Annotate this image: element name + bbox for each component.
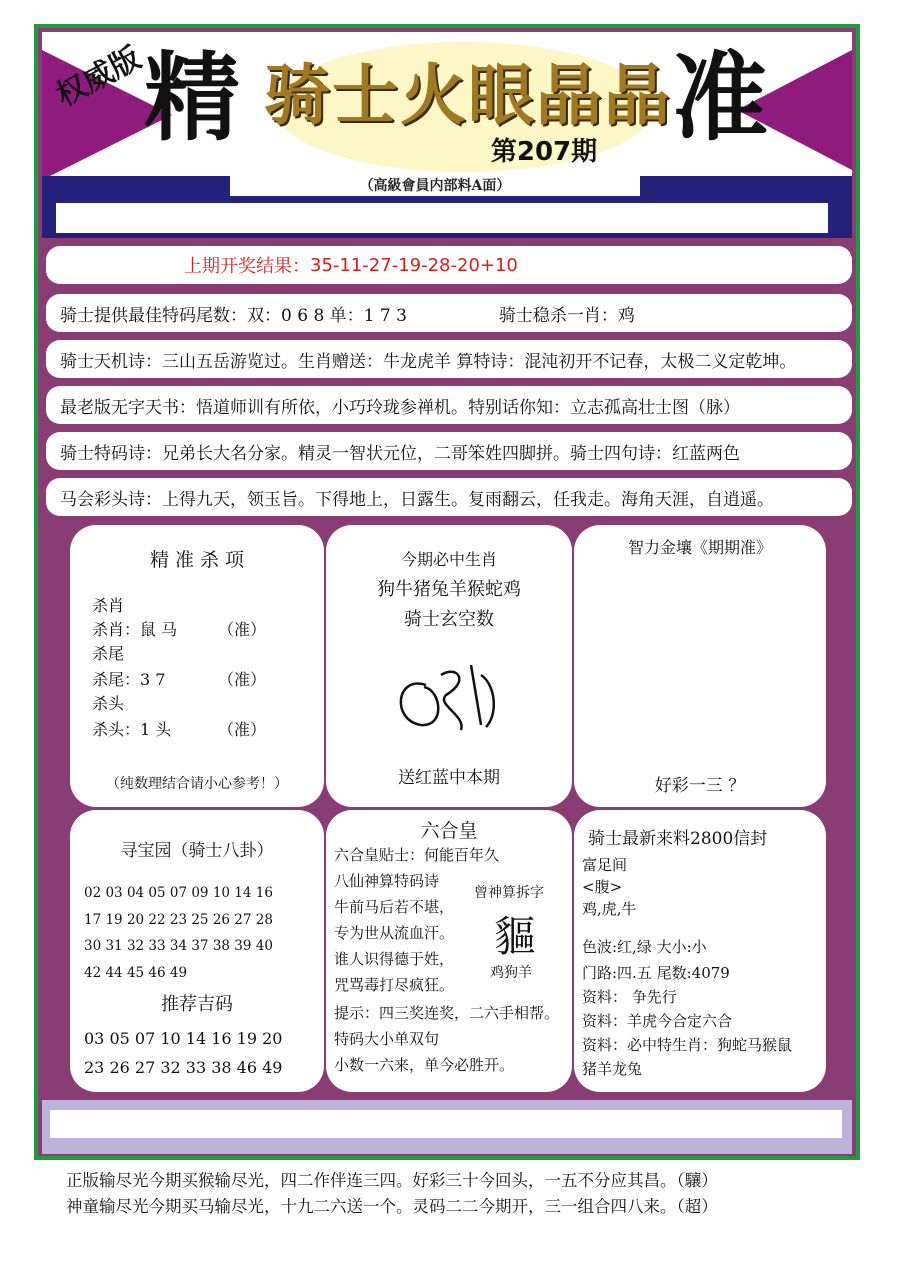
liuhe-line-1: 六合皇贴士：何能百年久 <box>334 846 500 864</box>
poem-row-3 <box>46 432 852 470</box>
liuhe-title: 六合皇 <box>420 820 478 842</box>
poster-frame <box>34 24 860 1160</box>
treasure-grid-row: 30 31 32 33 34 37 38 39 40 <box>84 938 273 954</box>
poem-row-1 <box>46 340 852 378</box>
kill-note: （纯数理结合请小心参考！） <box>106 776 288 792</box>
card-liuhe <box>326 810 572 1092</box>
card-precise-kill <box>70 525 324 807</box>
latest-line-6: 资料： 争先行 <box>582 988 677 1006</box>
poem-text-4: 马会彩头诗：上得九天，领玉旨。下得地上，日露生。复雨翻云，任我走。海角天涯，自逍遥。 <box>60 489 774 510</box>
treasure-grid-row: 42 44 45 46 49 <box>84 964 188 981</box>
treasure-number-grid <box>84 880 273 986</box>
kill-line-6-tag: （准） <box>218 720 267 739</box>
last-result-label: 上期开奖结果： <box>184 256 310 277</box>
kill-line-5: 杀头 <box>92 694 125 713</box>
kill-line-2: 杀肖：鼠 马 <box>92 620 178 639</box>
subtitle-label: （高級會員内部料A面） <box>230 176 640 196</box>
handwritten-number-sketch <box>386 645 516 745</box>
zodiac-line-1: 今期必中生肖 <box>400 550 497 569</box>
liuhe-side-char: 貙 <box>494 912 537 961</box>
poster-title: 骑士火眼晶晶 <box>264 56 672 134</box>
latest-line-1: 富足间 <box>582 856 628 874</box>
kill-line-2-tag: （准） <box>218 620 267 639</box>
latest-line-4: 色波:红,绿 大小:小 <box>582 938 707 956</box>
zodiac-line-2: 狗牛猪兔羊猴蛇鸡 <box>377 579 521 600</box>
liuhe-line-8: 特码大小单双句 <box>334 1030 440 1048</box>
tail-number-text: 骑士提供最佳特码尾数：双：0 6 8 单：1 7 3 <box>60 305 407 326</box>
gold-footer: 好彩一三 ？ <box>654 776 746 796</box>
liuhe-line-4: 专为世从流血汗。 <box>334 924 455 942</box>
bottom-band <box>42 1100 852 1154</box>
card-latest <box>574 810 826 1092</box>
liuhe-line-5: 谁人识得德于姓， <box>334 950 455 968</box>
big-char-right: 准 <box>672 41 768 154</box>
treasure-grid-row: 02 03 04 05 07 09 10 14 16 <box>84 885 273 901</box>
card-treasure <box>70 810 324 1092</box>
latest-title: 骑士最新来料2800信封 <box>588 829 768 849</box>
latest-line-5: 门路:四.五 尾数:4079 <box>582 964 730 982</box>
treasure-grid-row: 17 19 20 22 23 25 26 27 28 <box>84 911 273 928</box>
kill-line-4-tag: （准） <box>218 670 267 689</box>
card-kill-title: 精 准 杀 项 <box>149 549 245 571</box>
edition-badge: 权威版 <box>50 40 147 114</box>
liuhe-line-2: 八仙神算特码诗 <box>334 872 440 890</box>
issue-number: 第207期 <box>490 137 598 167</box>
bottom-blank-banner <box>50 1110 842 1138</box>
latest-line-9: 猪羊龙兔 <box>582 1060 643 1078</box>
liuhe-line-3: 牛前马后若不堪， <box>334 898 455 916</box>
zodiac-line-3: 骑士玄空数 <box>404 609 494 630</box>
subtitle-band <box>42 176 852 238</box>
card-zodiac <box>326 525 572 807</box>
treasure-title: 寻宝园（骑士八卦） <box>120 841 274 861</box>
recommend-title: 推荐吉码 <box>161 994 233 1015</box>
footer-line-1: 正版输尽光今期买猴输尽光，四二作伴连三四。好彩三十今回头，一五不分应其昌。（驤） <box>66 1171 718 1190</box>
recommend-row: 23 26 27 32 33 38 46 49 <box>84 1058 283 1077</box>
latest-line-8: 资料：必中特生肖：狗蛇马猴鼠 <box>582 1036 793 1054</box>
gold-title: 智力金壤《期期准》 <box>627 538 772 557</box>
kill-line-4: 杀尾：3 7 <box>92 670 166 689</box>
poem-text-3: 骑士特码诗：兄弟长大名分家。精灵一智状元位，二哥笨姓四脚拼。骑士四句诗：红蓝两色 <box>60 443 740 464</box>
kill-line-3: 杀尾 <box>92 644 125 663</box>
blank-banner <box>56 203 828 233</box>
poem-text-1: 骑士天机诗：三山五岳游览过。生肖赠送：牛龙虎羊 算特诗：混沌初开不记春，太极二义定乾坤。 <box>60 351 797 372</box>
card-gold <box>574 525 826 807</box>
liuhe-line-6: 咒骂毒打尽疯狂。 <box>334 976 455 994</box>
footer-line-2: 神童输尽光今期买马输尽光，十九二六送一个。灵码二二今期开，三一组合四八来。（超） <box>66 1197 718 1216</box>
poem-row-4 <box>46 478 852 516</box>
recommend-row: 03 05 07 10 14 16 19 20 <box>84 1029 283 1048</box>
poem-row-2 <box>46 386 852 424</box>
liuhe-line-9: 小数一六来，单今必胜开。 <box>334 1056 515 1074</box>
kill-line-6: 杀头：1 头 <box>92 720 172 739</box>
tail-number-row <box>46 294 852 332</box>
liuhe-side-bottom: 鸡狗羊 <box>490 965 532 981</box>
latest-line-7: 资料：羊虎今合定六合 <box>582 1012 733 1030</box>
liuhe-line-7: 提示：四三奖连奖，二六手相帮。 <box>334 1004 560 1022</box>
liuhe-side-title: 曾神算拆字 <box>474 885 544 901</box>
latest-line-2: <腹> <box>582 878 623 896</box>
recommend-numbers <box>84 1024 282 1082</box>
latest-line-3: 鸡,虎,牛 <box>582 900 637 918</box>
kill-line-1: 杀肖 <box>92 596 125 615</box>
last-result-numbers: 35-11-27-19-28-20+10 <box>310 254 518 276</box>
last-result-row <box>46 246 852 284</box>
big-char-left: 精 <box>144 41 240 154</box>
kill-zodiac-text: 骑士稳杀一肖：鸡 <box>498 305 635 326</box>
zodiac-line-4: 送红蓝中本期 <box>398 768 500 788</box>
poster-header <box>42 32 852 192</box>
poem-text-2: 最老版无字天书：悟道师训有所依，小巧玲珑参禅机。特别话你知：立志孤高壮士图（脉） <box>60 397 740 418</box>
